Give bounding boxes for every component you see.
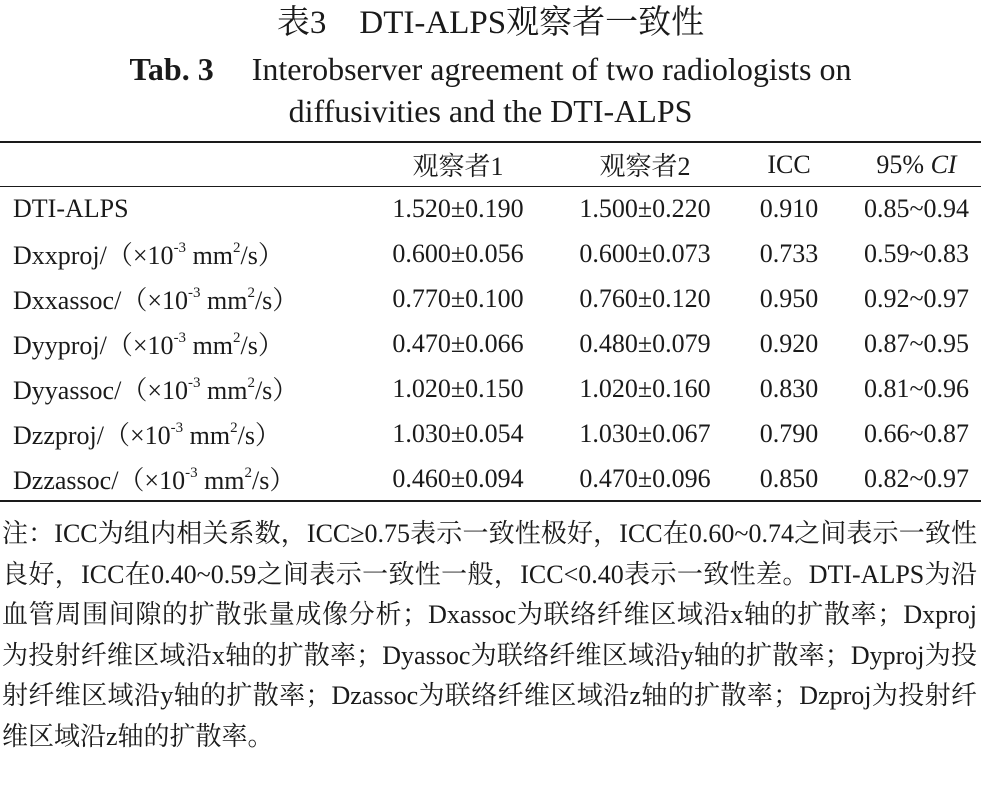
table-number: Tab. 3 [129, 51, 214, 87]
icc-value: 0.733 [759, 238, 819, 268]
ci-value: 0.87~0.95 [863, 328, 970, 358]
unit-label: $/(\times 10^{-3}$ $mm^2/s$） [96, 420, 281, 450]
row-label: Dyyassoc/（$\times 10^{-3}$ $mm^2/s$） [13, 375, 299, 405]
observer-1-value: 0.470±0.066 [392, 328, 524, 358]
ci-value: 0.59~0.83 [863, 238, 970, 268]
unit-label: $/(\times 10^{-3}$ $mm^2/s$） [114, 285, 299, 315]
icc-value: 0.910 [759, 193, 819, 223]
observer-2-value: 0.480±0.079 [579, 328, 711, 358]
ci-value: 0.82~0.97 [863, 463, 970, 493]
row-label: Dzzassoc/（$\times 10^{-3}$ $mm^2/s$） [13, 465, 296, 495]
ci-value: 0.66~0.87 [863, 418, 970, 448]
observer-2-value: 0.470±0.096 [579, 463, 711, 493]
observer-1-value: 1.020±0.150 [392, 373, 524, 403]
header-observer-1: 观察者1 [412, 152, 504, 181]
icc-value: 0.920 [759, 328, 819, 358]
header-observer-2: 观察者2 [599, 152, 691, 181]
caption-line-2: diffusivities and the DTI-ALPS [288, 93, 693, 129]
table-header-row [0, 143, 981, 186]
unit-label: $/(\times 10^{-3}$ $mm^2/s$） [99, 240, 284, 270]
table-row [0, 321, 981, 366]
caption-line-1: Interobserver agreement of two radiologists on [251, 51, 852, 87]
icc-value: 0.790 [759, 418, 819, 448]
icc-value: 0.830 [759, 373, 819, 403]
table-row [0, 456, 981, 501]
observer-2-value: 0.600±0.073 [579, 238, 711, 268]
ci-value: 0.92~0.97 [863, 283, 970, 313]
icc-value: 0.850 [759, 463, 819, 493]
observer-2-value: 0.760±0.120 [579, 283, 711, 313]
header-95-ci: 95% CI [876, 149, 957, 179]
table-row [0, 186, 981, 231]
header-item [0, 143, 365, 186]
table-row [0, 411, 981, 456]
observer-1-value: 1.520±0.190 [392, 193, 524, 223]
table-caption-english [0, 48, 981, 132]
row-label: Dxxassoc/（$\times 10^{-3}$ $mm^2/s$） [13, 285, 299, 315]
icc-value: 0.950 [759, 283, 819, 313]
observer-1-value: 0.600±0.056 [392, 238, 524, 268]
observer-1-value: 0.770±0.100 [392, 283, 524, 313]
observer-2-value: 1.500±0.220 [579, 193, 711, 223]
table-row [0, 276, 981, 321]
row-label: DTI-ALPS [13, 193, 129, 223]
row-label: Dyyproj/（$\times 10^{-3}$ $mm^2/s$） [13, 330, 284, 360]
table-footnote: 注：ICC为组内相关系数，ICC≥0.75表示一致性极好，ICC在0.60~0.74之间表示一致性良好，ICC在0.40~0.59之间表示一致性一般，ICC<0.40表示一致性差。DTI-ALPS为沿血管周围间隙的扩散张量成像分析；Dxassoc为联络纤维区域沿x轴的扩散率；Dxproj为投射纤维区域沿x轴的扩散率；Dyassoc为联络纤维区域沿y轴的扩散率；Dyproj为投射纤维区域沿y轴的扩散率；Dzassoc为联络纤维区域沿z轴的扩散率；Dzproj为投射纤维区域沿z轴的扩散率。 [2, 519, 977, 751]
observer-1-value: 0.460±0.094 [392, 463, 524, 493]
agreement-table [0, 143, 981, 501]
observer-2-value: 1.020±0.160 [579, 373, 711, 403]
observer-2-value: 1.030±0.067 [579, 418, 711, 448]
row-label: Dxxproj/（$\times 10^{-3}$ $mm^2/s$） [13, 240, 284, 270]
table-caption-chinese: 表3 DTI-ALPS观察者一致性 [276, 5, 705, 41]
ci-value: 0.81~0.96 [863, 373, 970, 403]
unit-label: $/(\times 10^{-3}$ $mm^2/s$） [111, 465, 296, 495]
table-row [0, 231, 981, 276]
table-row [0, 366, 981, 411]
row-label: Dzzproj/（$\times 10^{-3}$ $mm^2/s$） [13, 420, 281, 450]
ci-value: 0.85~0.94 [863, 193, 970, 223]
header-icc: ICC [767, 149, 811, 179]
observer-1-value: 1.030±0.054 [392, 418, 524, 448]
unit-label: $/(\times 10^{-3}$ $mm^2/s$） [99, 330, 284, 360]
unit-label: $/(\times 10^{-3}$ $mm^2/s$） [114, 375, 299, 405]
